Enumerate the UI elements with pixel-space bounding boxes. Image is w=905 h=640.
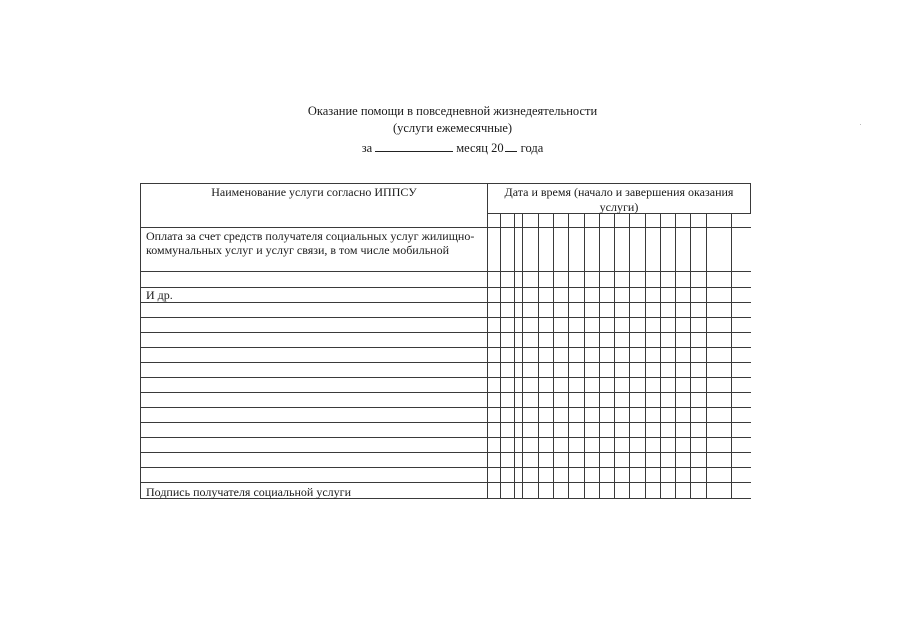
datetime-column-line [553, 213, 554, 499]
datetime-column-line [706, 213, 707, 499]
document-title: Оказание помощи в повседневной жизнедеятельности [307, 104, 598, 118]
header-service-name: Наименование услуги согласно ИППСУ [211, 185, 417, 199]
service-row-other: И др. [146, 288, 173, 302]
datetime-column-line [584, 213, 585, 499]
header-date-time: Дата и время (начало и завершения оказания услуги) [504, 185, 734, 214]
datetime-column-line [675, 213, 676, 499]
datetime-column-line [538, 213, 539, 499]
datetime-column-line [645, 213, 646, 499]
datetime-column-line [690, 213, 691, 499]
datetime-column-line [568, 213, 569, 499]
datetime-column-line [522, 213, 523, 499]
datetime-column-line [629, 213, 630, 499]
signature-row-label: Подпись получателя социальной услуги [146, 485, 352, 499]
service-row-payment: Оплата за счет средств получателя социальных услуг жилищно-коммунальных услуг и услуг связи, в том числе мобильной [146, 229, 475, 257]
document-subtitle: (услуги ежемесячные) [392, 121, 513, 135]
datetime-column-line [500, 213, 501, 499]
datetime-column-line [599, 213, 600, 499]
datetime-column-line [514, 213, 515, 499]
datetime-column-line [614, 213, 615, 499]
datetime-column-line [731, 213, 732, 499]
datetime-column-line [660, 213, 661, 499]
table-left-border [140, 183, 141, 499]
scan-speck [860, 124, 861, 125]
period-middle: месяц 20 [456, 141, 504, 155]
period-suffix: года [520, 141, 544, 155]
period-prefix: за [361, 141, 373, 155]
table-column-divider [487, 183, 488, 499]
table-right-border [750, 183, 751, 214]
table-top-border [140, 183, 751, 184]
